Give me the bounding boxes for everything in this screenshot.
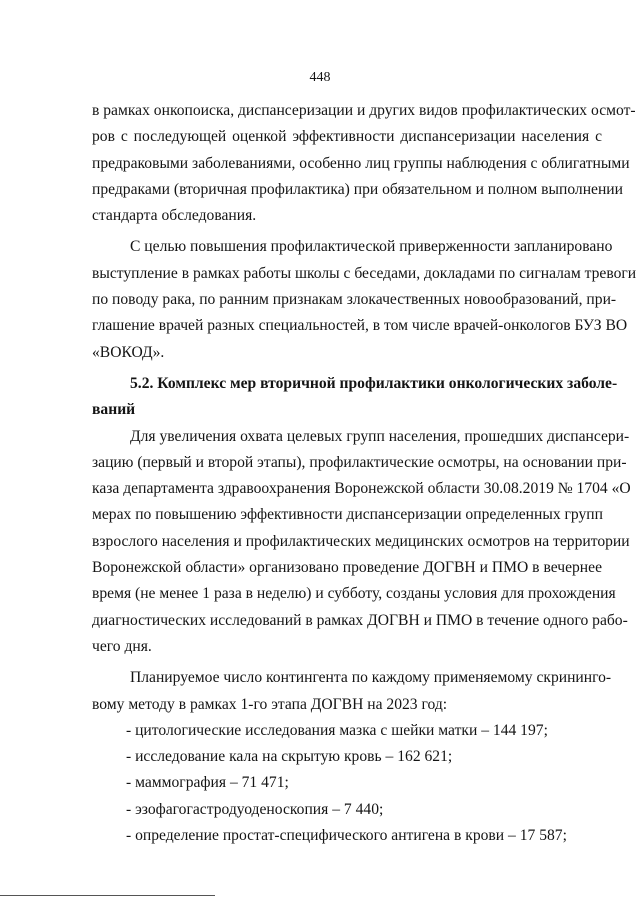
paragraph-adherence [92, 234, 637, 365]
text-line: ров с последующей оценкой эффективности диспансеризации населения с [92, 128, 602, 146]
text-line: по поводу рака, по ранним признакам злокачественных новообразований, при- [92, 291, 617, 309]
text-line: взрослого населения и профилактических медицинских осмотров на территории [92, 532, 630, 550]
paragraph-planned-contingent [92, 665, 612, 718]
text-line: глашение врачей разных специальностей, в том числе врачей-онкологов БУЗ ВО [92, 317, 628, 335]
heading-line: 5.2. Комплекс мер вторичной профилактики онкологических заболе- [130, 374, 618, 392]
paragraph-coverage [92, 424, 631, 661]
list-item: - эзофагогастродуоденоскопия – 7 440; [126, 800, 384, 818]
list-item: - цитологические исследования мазка с шейки матки – 144 197; [126, 721, 548, 739]
text-line: Планируемое число контингента по каждому применяемому скрининго- [130, 669, 612, 687]
page-number: 448 [309, 70, 331, 85]
section-heading [92, 371, 618, 424]
heading-line: ваний [92, 401, 136, 419]
text-line: каза департамента здравоохранения Воронежской области 30.08.2019 № 1704 «О [92, 480, 631, 498]
document-body [92, 98, 637, 849]
text-line: Воронежской области» организовано проведение ДОГВН и ПМО в вечернее [92, 559, 602, 577]
text-line: вому методу в рамках 1-го этапа ДОГВН на 2023 год: [92, 695, 448, 713]
text-line: зацию (первый и второй этапы), профилактические осмотры, на основании при- [92, 453, 627, 471]
text-line: предраковыми заболеваниями, особенно лиц группы наблюдения с облигатными [92, 154, 630, 172]
text-line: время (не менее 1 раза в неделю) и субботу, созданы условия для прохождения [92, 585, 616, 603]
text-line: диагностических исследований в рамках ДОГВН и ПМО в течение одного рабо- [92, 611, 628, 629]
text-line: стандарта обследования. [92, 207, 257, 225]
text-line: предраками (вторичная профилактика) при обязательном и полном выполнении [92, 180, 624, 198]
list-item: - маммография – 71 471; [126, 774, 289, 792]
text-line: в рамках онкопоиска, диспансеризации и других видов профилактических осмот- [92, 102, 636, 119]
list-item: - определение простат-специфического антигена в крови – 17 587; [126, 827, 567, 845]
text-line: С целью повышения профилактической приверженности запланировано [130, 238, 613, 256]
list-item: - исследование кала на скрытую кровь – 162 621; [126, 748, 453, 766]
footer-divider [0, 895, 215, 896]
text-line: чего дня. [92, 637, 152, 655]
text-line: «ВОКОД». [92, 343, 165, 361]
text-line: выступление в рамках работы школы с беседами, докладами по сигналам тревоги [92, 264, 637, 282]
text-line: Для увеличения охвата целевых групп населения, прошедших диспансери- [130, 427, 630, 445]
screening-list [92, 718, 602, 849]
text-line: мерах по повышению эффективности диспансеризации определенных групп [92, 506, 603, 524]
paragraph-prevention-continuation [92, 98, 636, 229]
